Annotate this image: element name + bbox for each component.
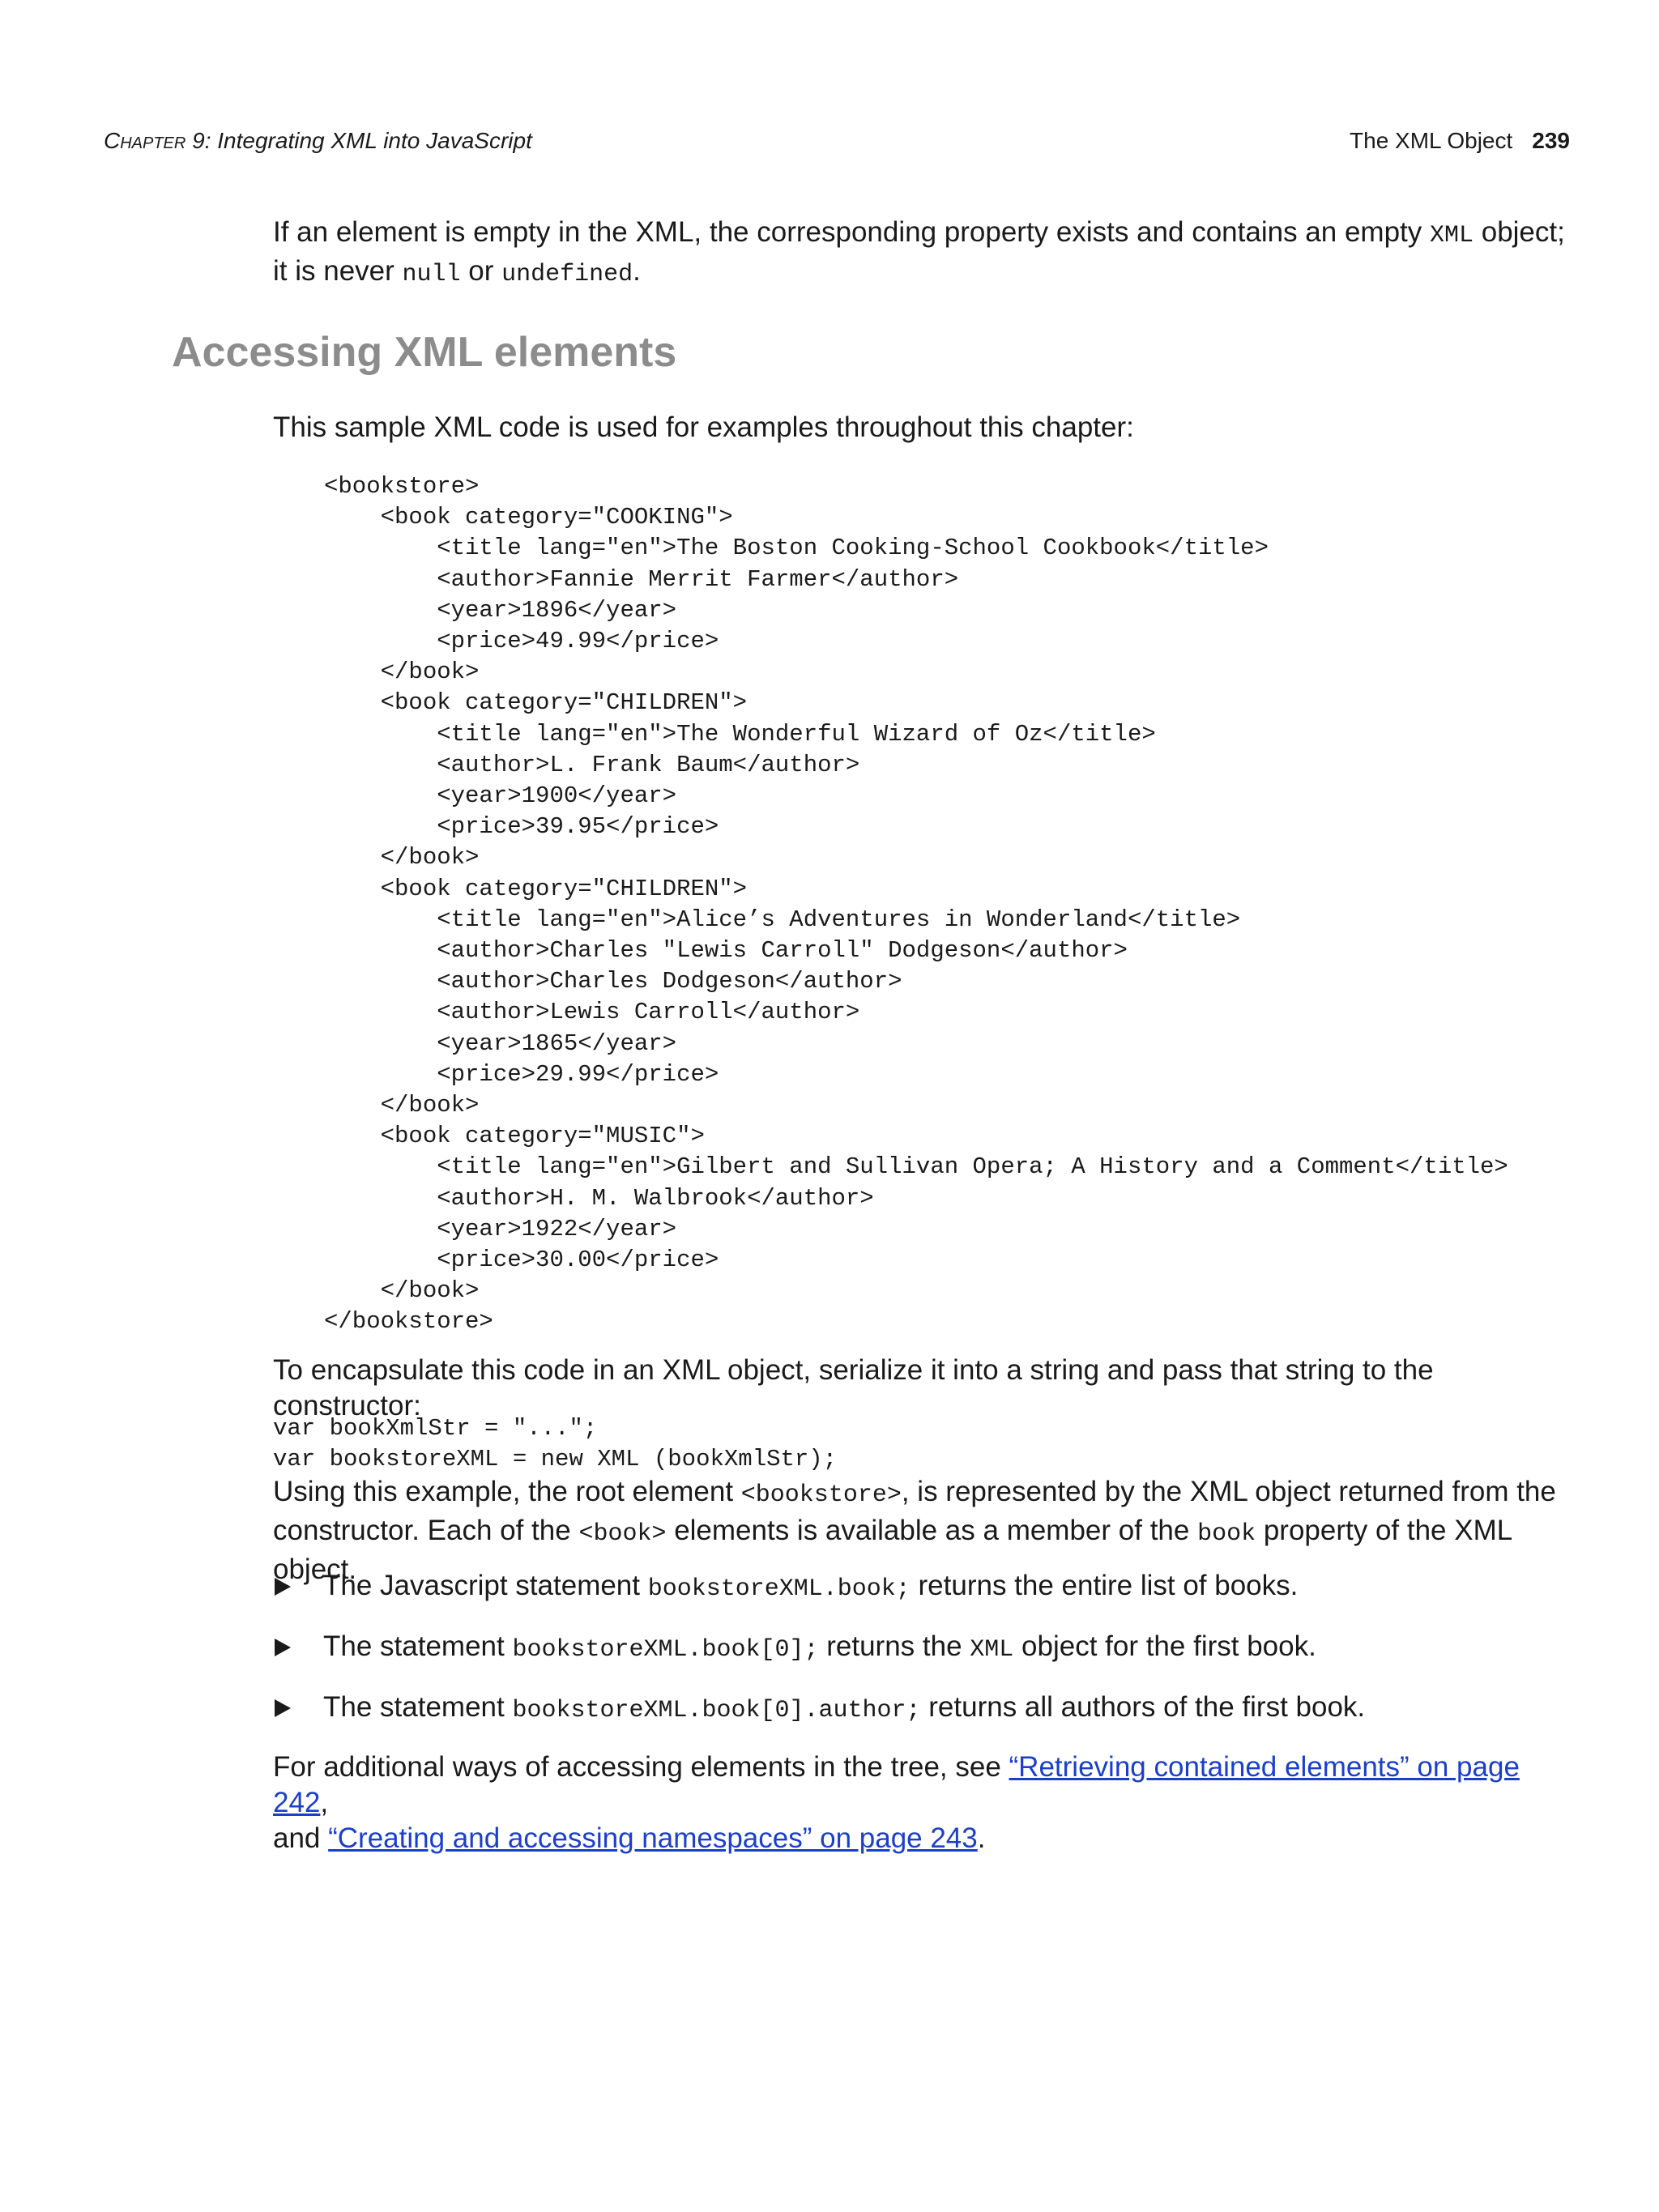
intro-text-1: If an element is empty in the XML, the corresponding property exists and contains an empty xyxy=(273,216,1430,248)
usage-code-book-property: book xyxy=(1197,1520,1256,1548)
intro-text-2: object; it is never xyxy=(273,216,1565,287)
usage-code-bookstore: <bookstore> xyxy=(740,1481,902,1509)
list-item xyxy=(273,1690,1569,1750)
bullet-code: XML xyxy=(970,1636,1014,1664)
additional-text-1: For additional ways of accessing elements in the tree, see xyxy=(273,1751,1009,1783)
intro-text-3: or xyxy=(460,255,502,287)
usage-text-1: Using this example, the root element xyxy=(273,1476,741,1507)
usage-text-4: property of the XML object. xyxy=(273,1515,1512,1585)
bullet-text: The statement xyxy=(323,1630,513,1662)
chapter-heading xyxy=(104,128,532,154)
sample-intro: This sample XML code is used for examples throughout this chapter: xyxy=(273,411,1134,443)
section-title: Accessing XML elements xyxy=(172,329,677,376)
section-heading xyxy=(1350,128,1570,154)
usage-text-3: elements is available as a member of the xyxy=(666,1515,1198,1546)
chapter-title: Integrating XML into JavaScript xyxy=(217,128,532,153)
additional-text-3: and xyxy=(273,1822,329,1854)
additional-paragraph xyxy=(273,1750,1569,1856)
intro-code-xml: XML xyxy=(1429,222,1473,249)
additional-text-2: , xyxy=(320,1787,329,1818)
xml-code-block: <bookstore> <book category="COOKING"> <title lang="en">The Boston Cooking-School Cookbook</title> <author>Fannie Merrit Farmer</author> <year>1896</year> <price>49.99</price> </book> <book category="CHILDREN"> <title lang="en">The Wonderful Wizard of Oz</title> <author>L. Frank Baum</author> <year>1900</year> <price>39.95</price> </book> <book category="CHILDREN"> <title lang="en">Alice’s Adventures in Wonderland</title> <author>Charles "Lewis Carroll" Dodgeson</author> <author>Charles Dodgeson</author> <author>Lewis Carroll</author> <year>1865</year> <price>29.99</price> </book> <book category="MUSIC"> <title lang="en">Gilbert and Sullivan Opera; A History and a Comment</title> <author>H. M. Walbrook</author> <year>1922</year> <price>30.00</price> </book> </bookstore> xyxy=(324,473,1508,1336)
list-item xyxy=(273,1568,1569,1629)
intro-paragraph xyxy=(273,215,1569,292)
running-header xyxy=(104,128,1570,160)
bullet-code: bookstoreXML.book; xyxy=(647,1575,911,1603)
encapsulate-paragraph: To encapsulate this code in an XML object, serialize it into a string and pass that string to the constructor: xyxy=(273,1354,1434,1421)
usage-code-book-element: <book> xyxy=(578,1520,667,1548)
intro-code-null: null xyxy=(402,261,461,288)
triangle-bullet-icon xyxy=(275,1699,291,1717)
constructor-code-block: var bookXmlStr = "..."; var bookstoreXML = new XML (bookXmlStr); xyxy=(273,1415,838,1473)
additional-text-4: . xyxy=(977,1822,986,1854)
triangle-bullet-icon xyxy=(275,1639,291,1656)
retrieving-elements-link[interactable]: “Retrieving contained elements” on page 242 xyxy=(273,1751,1520,1818)
intro-text-4: . xyxy=(633,255,641,287)
bullet-text: returns all authors of the first book. xyxy=(920,1691,1366,1723)
bullet-code: bookstoreXML.book[0].author; xyxy=(512,1697,921,1724)
section-name: The XML Object xyxy=(1350,128,1513,153)
bullet-list xyxy=(273,1568,1569,1750)
page-number: 239 xyxy=(1532,128,1570,153)
bullet-text: The Javascript statement xyxy=(323,1570,648,1601)
bullet-code: bookstoreXML.book[0]; xyxy=(512,1636,819,1664)
bullet-text: returns the xyxy=(818,1630,970,1662)
intro-code-undefined: undefined xyxy=(501,261,633,288)
usage-text-2: , is represented by the XML object returned from the constructor. Each of the xyxy=(273,1476,1556,1546)
triangle-bullet-icon xyxy=(275,1578,291,1596)
list-item xyxy=(273,1629,1569,1690)
namespaces-link[interactable]: “Creating and accessing namespaces” on page 243 xyxy=(328,1822,978,1854)
bullet-text: returns the entire list of books. xyxy=(910,1570,1299,1601)
chapter-label: Chapter 9: xyxy=(104,128,218,153)
bullet-text: The statement xyxy=(323,1691,513,1723)
bullet-text: object for the first book. xyxy=(1013,1630,1316,1662)
